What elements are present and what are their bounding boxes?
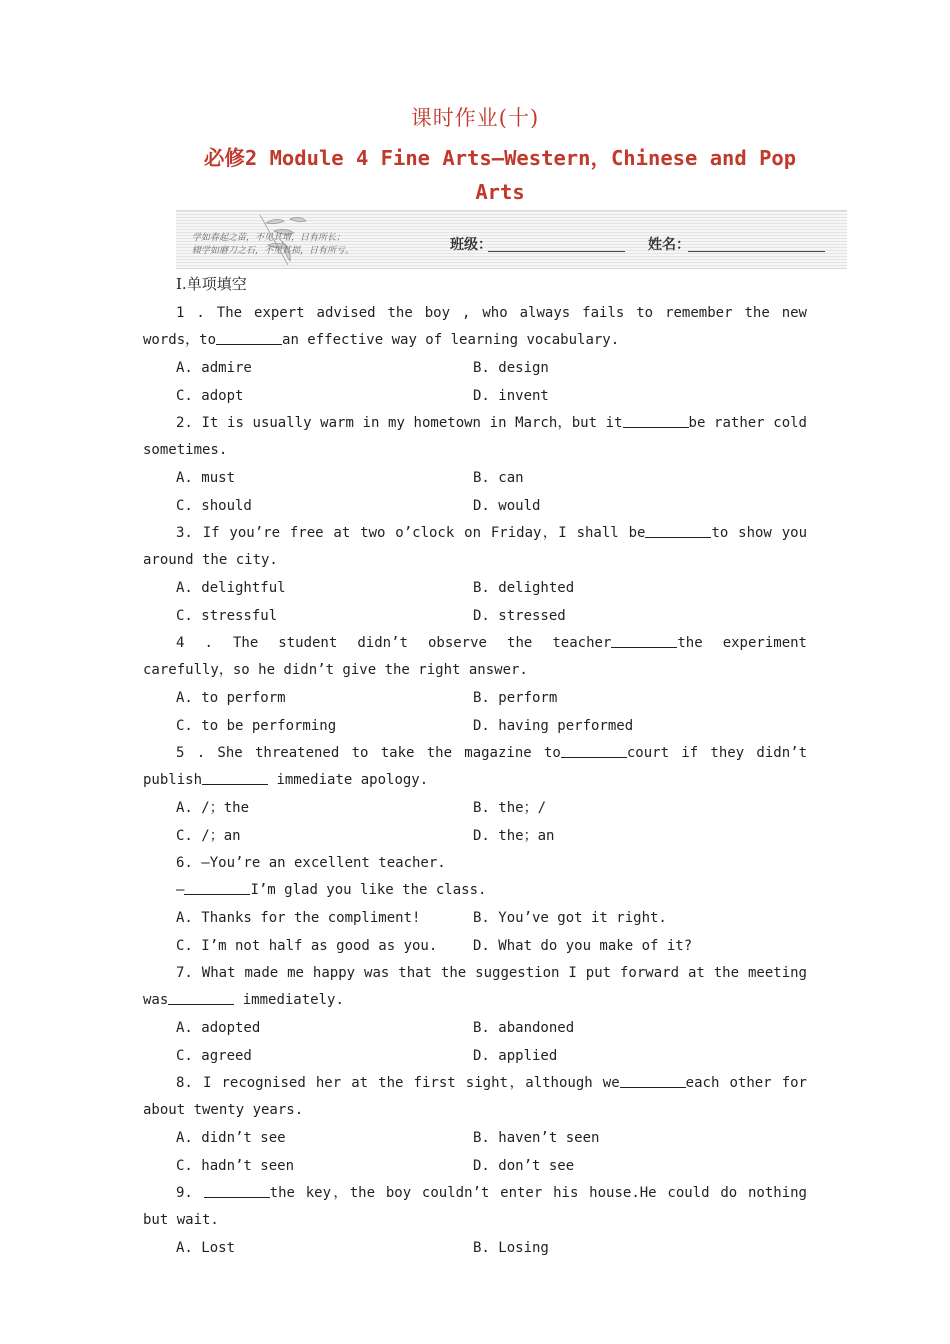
- stem-text: each other for: [685, 1075, 807, 1091]
- question-4-stem-cont: carefully，so he didn’t give the right answer.: [143, 662, 528, 678]
- options-row: [176, 712, 807, 740]
- answer-blank[interactable]: [620, 1073, 686, 1088]
- question-1-stem-cont: [143, 327, 807, 354]
- option-d[interactable]: D. don’t see: [473, 1158, 575, 1174]
- options-row: [176, 684, 807, 712]
- options-row: [176, 932, 807, 960]
- question-8-stem-cont: about twenty years.: [143, 1102, 304, 1118]
- stem-text: 9.: [176, 1185, 204, 1201]
- options-row: [176, 1234, 807, 1262]
- answer-blank[interactable]: [561, 743, 627, 758]
- stem-text: court if they didn’t: [626, 745, 807, 761]
- option-c[interactable]: C. should: [176, 498, 252, 514]
- question-9-stem: [143, 1180, 807, 1207]
- stem-text: immediate apology.: [268, 772, 429, 788]
- option-c[interactable]: C. I’m not half as good as you.: [176, 938, 438, 954]
- answer-blank[interactable]: [204, 1183, 270, 1198]
- name-label: 姓名：: [648, 237, 690, 253]
- option-a[interactable]: A. admire: [176, 360, 252, 376]
- question-1-stem: 1 . The expert advised the boy , who always fails to remember the new: [176, 305, 807, 321]
- question-7-stem: 7. What made me happy was that the suggestion I put forward at the meeting: [176, 965, 807, 981]
- stem-text: words，to: [143, 332, 217, 348]
- option-a[interactable]: A. to perform: [176, 690, 286, 706]
- question-4-stem: [143, 630, 807, 657]
- question-3-stem: [143, 520, 807, 547]
- options-row: [176, 1124, 807, 1152]
- question-5-stem-cont: [143, 767, 807, 794]
- option-d[interactable]: D. What do you make of it?: [473, 938, 693, 954]
- answer-blank[interactable]: [216, 330, 282, 345]
- option-a[interactable]: A. didn’t see: [176, 1130, 286, 1146]
- option-d[interactable]: D. having performed: [473, 718, 634, 734]
- header-banner: [176, 210, 847, 269]
- option-d[interactable]: D. stressed: [473, 608, 566, 624]
- option-b[interactable]: B. You’ve got it right.: [473, 910, 667, 926]
- option-a[interactable]: A. /；the: [176, 800, 250, 816]
- option-c[interactable]: C. /；an: [176, 828, 241, 844]
- option-a[interactable]: A. adopted: [176, 1020, 261, 1036]
- options-row: [176, 354, 807, 382]
- option-b[interactable]: B. abandoned: [473, 1020, 575, 1036]
- option-a[interactable]: A. Lost: [176, 1240, 236, 1256]
- option-b[interactable]: B. can: [473, 470, 524, 486]
- question-3-stem-cont: around the city.: [143, 552, 278, 568]
- class-input[interactable]: [488, 251, 625, 252]
- options-row: [176, 904, 807, 932]
- stem-text: to show you: [711, 525, 808, 541]
- name-input[interactable]: [688, 251, 825, 252]
- question-3: [143, 520, 807, 574]
- question-5-stem: [143, 740, 807, 767]
- question-list: [143, 274, 807, 1262]
- stem-text: publish: [143, 772, 203, 788]
- options-row: [176, 1152, 807, 1180]
- page-subtitle: [200, 141, 800, 209]
- option-d[interactable]: D. the；an: [473, 828, 555, 844]
- option-d[interactable]: D. invent: [473, 388, 549, 404]
- stem-text: immediately.: [234, 992, 344, 1008]
- option-a[interactable]: A. delightful: [176, 580, 286, 596]
- question-4: [143, 630, 807, 684]
- answer-blank[interactable]: [184, 880, 250, 895]
- stem-text: I’m glad you like the class.: [250, 882, 487, 898]
- question-1: [143, 300, 807, 354]
- motto-line-2: 辍学如磨刀之石，不见其损，日有所亏。: [192, 246, 355, 256]
- question-2: [143, 410, 807, 464]
- stem-text: an effective way of learning vocabulary.: [282, 332, 620, 348]
- section-title: Ⅰ.单项填空: [176, 275, 247, 293]
- answer-blank[interactable]: [645, 523, 711, 538]
- question-2-stem-cont: sometimes.: [143, 442, 228, 458]
- option-b[interactable]: B. design: [473, 360, 549, 376]
- option-c[interactable]: C. agreed: [176, 1048, 252, 1064]
- answer-blank[interactable]: [611, 633, 677, 648]
- option-b[interactable]: B. perform: [473, 690, 558, 706]
- option-a[interactable]: A. Thanks for the compliment!: [176, 910, 421, 926]
- option-a[interactable]: A. must: [176, 470, 236, 486]
- options-row: [176, 602, 807, 630]
- stem-text: be rather cold: [688, 415, 807, 431]
- option-c[interactable]: C. adopt: [176, 388, 244, 404]
- question-7-stem-cont: [143, 987, 807, 1014]
- options-row: [176, 1014, 807, 1042]
- option-c[interactable]: C. to be performing: [176, 718, 337, 734]
- options-row: [176, 492, 807, 520]
- options-row: [176, 464, 807, 492]
- stem-text: the key，the boy couldn’t enter his house.He could do nothing: [269, 1185, 807, 1201]
- option-b[interactable]: B. the；/: [473, 800, 547, 816]
- options-row: [176, 1042, 807, 1070]
- class-label: 班级：: [450, 237, 492, 253]
- answer-blank[interactable]: [202, 770, 268, 785]
- options-row: [176, 822, 807, 850]
- option-b[interactable]: B. delighted: [473, 580, 575, 596]
- stem-text: 8. I recognised her at the first sight，although we: [176, 1075, 620, 1091]
- question-6: [143, 850, 807, 877]
- stem-text: the experiment: [677, 635, 807, 651]
- answer-blank[interactable]: [168, 990, 234, 1005]
- stem-text: 4 . The student didn’t observe the teacher: [176, 635, 612, 651]
- option-b[interactable]: B. haven’t seen: [473, 1130, 600, 1146]
- question-7: [143, 960, 807, 1014]
- stem-text: 5 . She threatened to take the magazine to: [176, 745, 561, 761]
- question-6-stem: 6. —You’re an excellent teacher.: [176, 855, 446, 871]
- option-d[interactable]: D. applied: [473, 1048, 558, 1064]
- question-6-reply: [176, 877, 807, 904]
- stem-text: 3. If you’re free at two o’clock on Friday，I shall be: [176, 525, 646, 541]
- question-5: [143, 740, 807, 794]
- motto-line-1: 学如春起之苗，不见其增，日有所长；: [192, 233, 346, 243]
- option-c[interactable]: C. stressful: [176, 608, 278, 624]
- option-c[interactable]: C. hadn’t seen: [176, 1158, 295, 1174]
- page-title: 课时作业(十): [410, 106, 540, 130]
- question-9-stem-cont: but wait.: [143, 1212, 219, 1228]
- stem-text: 2. It is usually warm in my hometown in March，but it: [176, 415, 623, 431]
- subtitle-line-1: 必修2 Module 4 Fine Arts—Western，Chinese and Pop: [203, 146, 797, 170]
- question-8: [143, 1070, 807, 1124]
- question-8-stem: [143, 1070, 807, 1097]
- options-row: [176, 794, 807, 822]
- stem-text: —: [176, 882, 185, 898]
- answer-blank[interactable]: [623, 413, 689, 428]
- stem-text: was: [143, 992, 169, 1008]
- option-b[interactable]: B. Losing: [473, 1240, 549, 1256]
- subtitle-line-2: Arts: [475, 180, 525, 204]
- options-row: [176, 574, 807, 602]
- question-9: [143, 1180, 807, 1234]
- option-d[interactable]: D. would: [473, 498, 541, 514]
- options-row: [176, 382, 807, 410]
- question-2-stem: [143, 410, 807, 437]
